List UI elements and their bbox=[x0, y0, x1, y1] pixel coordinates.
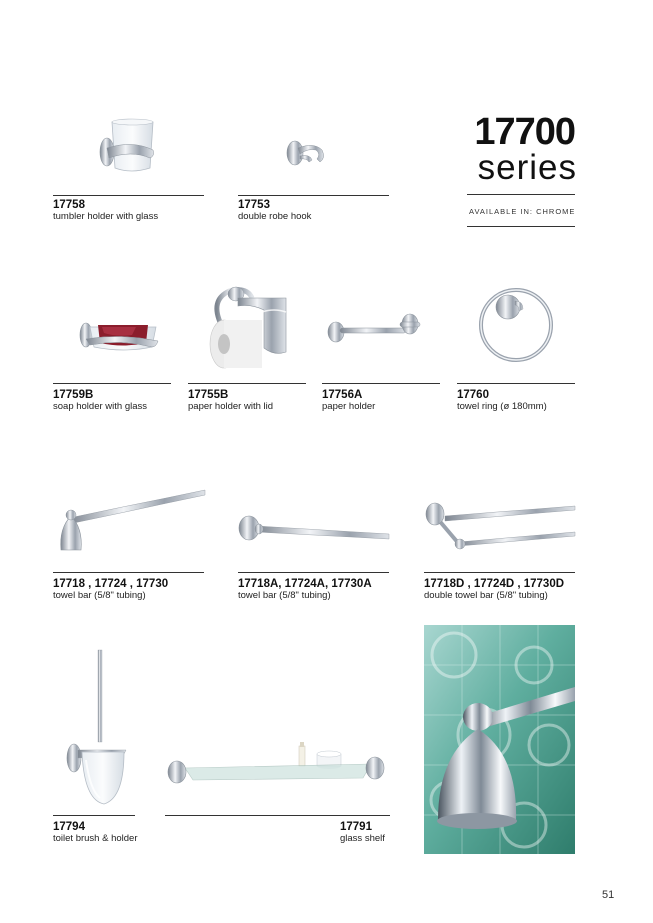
product-code: 17758 bbox=[53, 199, 85, 211]
paper-holder-image bbox=[326, 314, 424, 344]
double-towel-bar-image bbox=[423, 498, 575, 550]
rule-17758 bbox=[53, 195, 204, 196]
product-description: towel bar (5/8" tubing) bbox=[238, 590, 331, 601]
product-code: 17755B bbox=[188, 389, 229, 401]
page-number: 51 bbox=[602, 889, 615, 901]
product-code: 17753 bbox=[238, 199, 270, 211]
series-number: 17700 bbox=[474, 111, 575, 153]
product-description: towel bar (5/8" tubing) bbox=[53, 590, 146, 601]
product-code: 17759B bbox=[53, 389, 94, 401]
towel-ring-image bbox=[471, 283, 561, 365]
product-description: soap holder with glass bbox=[53, 401, 147, 412]
towel-bar-a-image bbox=[237, 512, 389, 546]
rule-17718A bbox=[238, 572, 389, 573]
product-description: toilet brush & holder bbox=[53, 833, 138, 844]
toilet-brush-image bbox=[64, 650, 134, 810]
header-divider-top bbox=[467, 194, 575, 195]
product-code: 17756A bbox=[322, 389, 363, 401]
product-description: glass shelf bbox=[340, 833, 385, 844]
header-divider-bottom bbox=[467, 226, 575, 227]
rule-17718 bbox=[53, 572, 204, 573]
robe-hook-image bbox=[284, 136, 330, 170]
product-description: towel ring (ø 180mm) bbox=[457, 401, 547, 412]
tumbler-holder-image bbox=[95, 110, 165, 190]
paper-holder-with-lid-image bbox=[208, 282, 290, 374]
product-description: tumbler holder with glass bbox=[53, 211, 159, 222]
product-code: 17718D , 17724D , 17730D bbox=[424, 578, 565, 590]
glass-shelf-image bbox=[163, 740, 389, 790]
soap-holder-image bbox=[76, 313, 166, 355]
rule-17791 bbox=[165, 815, 390, 816]
rule-17760 bbox=[457, 383, 575, 384]
product-code: 17760 bbox=[457, 389, 489, 401]
rule-17718D bbox=[424, 572, 575, 573]
product-description: double towel bar (5/8" tubing) bbox=[424, 590, 548, 601]
rule-17753 bbox=[238, 195, 389, 196]
product-code: 17794 bbox=[53, 821, 85, 833]
towel-bar-closeup-photo bbox=[424, 625, 575, 854]
availability-note: AVAILABLE IN: CHROME bbox=[469, 207, 576, 216]
rule-17794 bbox=[53, 815, 135, 816]
rule-17755B bbox=[188, 383, 306, 384]
towel-bar-image bbox=[55, 488, 205, 554]
series-title: series bbox=[477, 148, 577, 187]
rule-17759B bbox=[53, 383, 171, 384]
product-description: double robe hook bbox=[238, 211, 312, 222]
product-description: paper holder with lid bbox=[188, 401, 274, 412]
product-description: paper holder bbox=[322, 401, 376, 412]
product-code: 17718A, 17724A, 17730A bbox=[238, 578, 372, 590]
rule-17756A bbox=[322, 383, 440, 384]
product-code: 17791 bbox=[340, 821, 372, 833]
product-code: 17718 , 17724 , 17730 bbox=[53, 578, 169, 590]
